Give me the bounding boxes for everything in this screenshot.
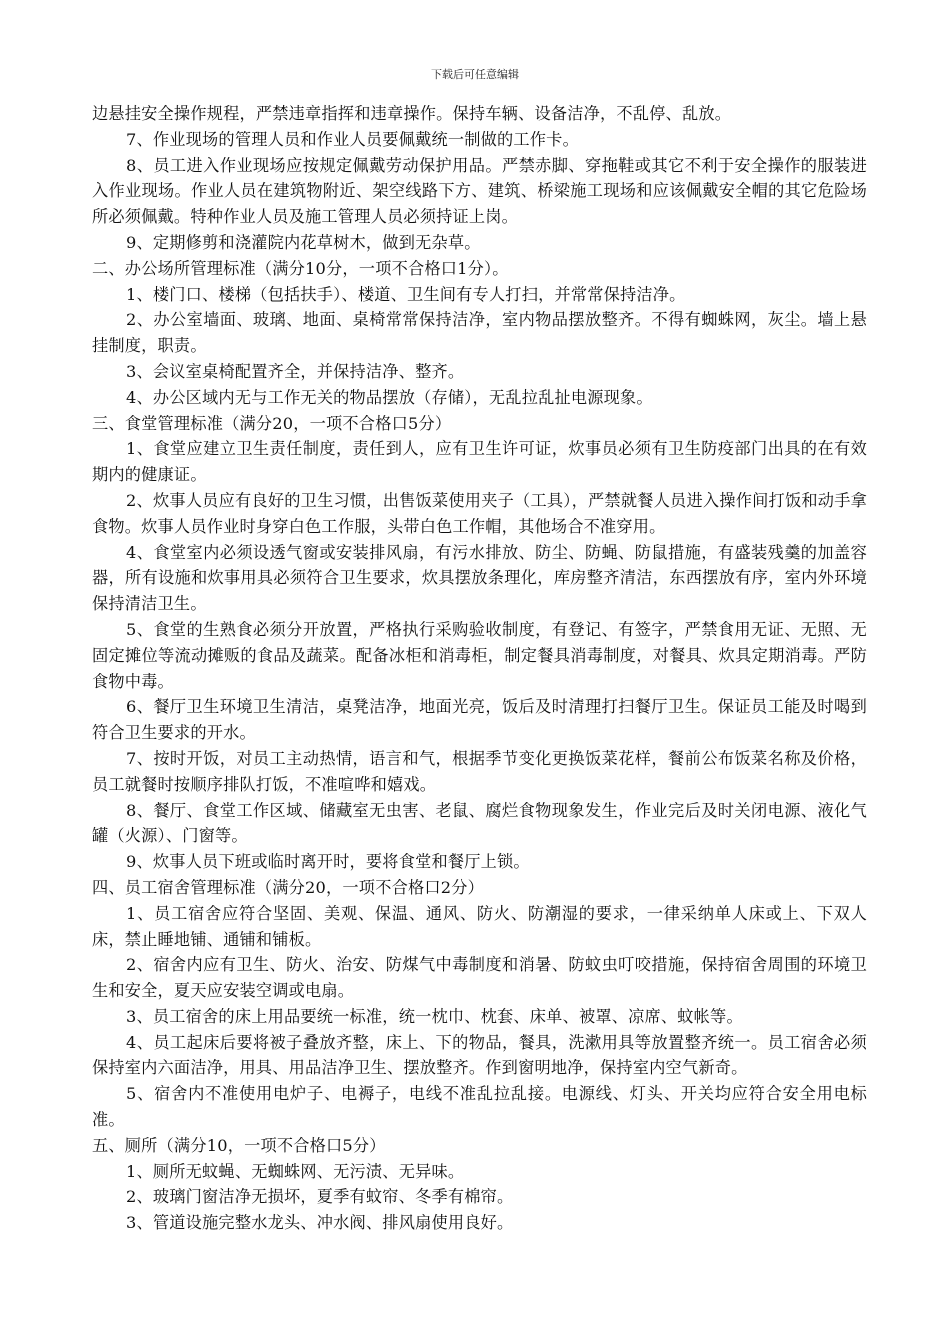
paragraph: 3、员工宿舍的床上用品要统一标准，统一枕巾、枕套、床单、被罩、凉席、蚊帐等。 <box>126 1006 743 1026</box>
paragraph: 9、炊事人员下班或临时离开时，要将食堂和餐厅上锁。 <box>126 852 530 872</box>
paragraph: 4、办公区域内无与工作无关的物品摆放（存储），无乱拉乱扯电源现象。 <box>126 387 653 407</box>
paragraph: 4、员工起床后要将被子叠放齐整，床上、下的物品，餐具，洗漱用具等放置整齐统一。员工宿舍必须保持室内六面洁净，用具、用品洁净卫生、摆放整齐。作到窗明地净，保持室内空气新奇。 <box>92 1032 867 1078</box>
paragraph: 5、食堂的生熟食必须分开放置，严格执行采购验收制度，有登记、有签字，严禁食用无证、无照、无固定摊位等流动摊贩的食品及蔬菜。配备冰柜和消毒柜，制定餐具消毒制度，对餐具、炊具定期消毒。严防食物中毒。 <box>92 619 867 691</box>
paragraph: 4、食堂室内必须设透气窗或安装排风扇，有污水排放、防尘、防蝇、防鼠措施，有盛装残羹的加盖容器，所有设施和炊事用具必须符合卫生要求，炊具摆放条理化，库房整齐清洁，东西摆放有序，室内外环境保持清洁卫生。 <box>92 542 867 614</box>
paragraph: 5、宿舍内不准使用电炉子、电褥子，电线不准乱拉乱接。电源线、灯头、开关均应符合安全用电标准。 <box>92 1084 867 1130</box>
section-heading: 二、办公场所管理标准（满分10分，一项不合格口1分）。 <box>92 258 509 278</box>
section-heading: 四、员工宿舍管理标准（满分20，一项不合格口2分） <box>92 877 485 897</box>
document-body <box>92 101 867 1236</box>
paragraph: 7、按时开饭，对员工主动热情，语言和气，根据季节变化更换饭菜花样，餐前公布饭菜名称及价格，员工就餐时按顺序排队打饭，不准喧哗和嬉戏。 <box>92 748 867 794</box>
paragraph: 3、管道设施完整水龙头、冲水阀、排风扇使用良好。 <box>126 1213 514 1233</box>
paragraph: 9、定期修剪和浇灌院内花草树木，做到无杂草。 <box>126 232 481 252</box>
paragraph: 1、楼门口、楼梯（包括扶手）、楼道、卫生间有专人打扫，并常常保持洁净。 <box>126 284 686 304</box>
paragraph: 1、员工宿舍应符合坚固、美观、保温、通风、防火、防潮湿的要求，一律采纳单人床或上、下双人床，禁止睡地铺、通铺和铺板。 <box>92 903 867 949</box>
paragraph: 8、餐厅、食堂工作区域、储藏室无虫害、老鼠、腐烂食物现象发生，作业完后及时关闭电源、液化气罐（火源）、门窗等。 <box>92 800 867 846</box>
section-heading: 边悬挂安全操作规程，严禁违章指挥和违章操作。保持车辆、设备洁净，不乱停、乱放。 <box>92 104 732 123</box>
paragraph: 3、会议室桌椅配置齐全，并保持洁净、整齐。 <box>126 361 465 381</box>
paragraph: 6、餐厅卫生环境卫生清洁，桌凳洁净，地面光亮，饭后及时清理打扫餐厅卫生。保证员工能及时喝到符合卫生要求的开水。 <box>92 697 867 743</box>
paragraph: 2、宿舍内应有卫生、防火、治安、防煤气中毒制度和消暑、防蚊虫叮咬措施，保持宿舍周围的环境卫生和安全，夏天应安装空调或电扇。 <box>92 955 867 1001</box>
paragraph: 1、食堂应建立卫生责任制度，责任到人，应有卫生许可证，炊事员必须有卫生防疫部门出具的在有效期内的健康证。 <box>92 439 867 485</box>
paragraph: 2、炊事人员应有良好的卫生习惯，出售饭菜使用夹子（工具），严禁就餐人员进入操作间打饭和动手拿食物。炊事人员作业时身穿白色工作服，头带白色工作帽，其他场合不准穿用。 <box>92 490 867 536</box>
section-heading: 五、厕所（满分10，一项不合格口5分） <box>92 1135 386 1155</box>
page-header: 下载后可任意编辑 <box>431 68 519 81</box>
paragraph: 7、作业现场的管理人员和作业人员要佩戴统一制做的工作卡。 <box>126 129 579 149</box>
section-heading: 三、食堂管理标准（满分20，一项不合格口5分） <box>92 413 452 433</box>
paragraph: 2、办公室墙面、玻璃、地面、桌椅常常保持洁净，室内物品摆放整齐。不得有蜘蛛网，灰尘。墙上悬挂制度，职责。 <box>92 310 867 356</box>
paragraph: 2、玻璃门窗洁净无损坏，夏季有蚊帘、冬季有棉帘。 <box>126 1187 514 1207</box>
paragraph: 8、员工进入作业现场应按规定佩戴劳动保护用品。严禁赤脚、穿拖鞋或其它不利于安全操作的服装进入作业现场。作业人员在建筑物附近、架空线路下方、建筑、桥梁施工现场和应该佩戴安全帽的其它危险场所必须佩戴。特种作业人员及施工管理人员必须持证上岗。 <box>92 155 867 227</box>
paragraph: 1、厕所无蚊蝇、无蜘蛛网、无污渍、无异味。 <box>126 1161 465 1181</box>
